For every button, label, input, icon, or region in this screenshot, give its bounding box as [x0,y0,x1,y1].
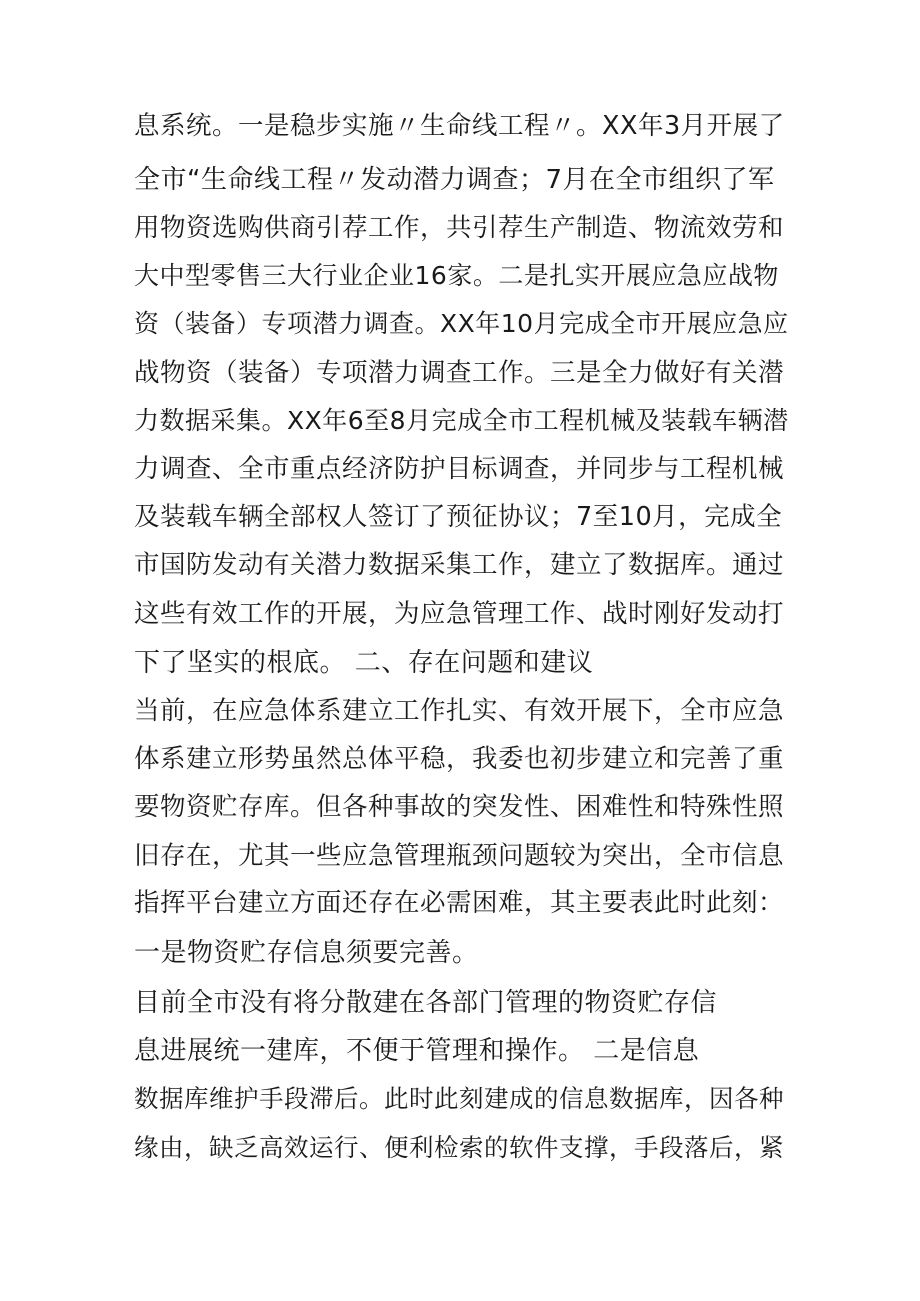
text-line: 旧存在，尤其一些应急管理瓶颈问题较为突出，全市信息 [134,841,785,871]
text-line: 资（装备）专项潜力调查。XX年10月完成全市开展应急应 [134,309,789,338]
text-line: 市国防发动有关潜力数据采集工作，建立了数据库。通过 [134,550,785,580]
text-line: 战物资（装备）专项潜力调查工作。三是全力做好有关潜 [134,358,785,388]
text-line: 大中型零售三大行业企业16家。二是扎实开展应急应战物 [134,261,779,290]
text-line: 息系统。一是稳步实施〃生命线工程〃。XX年3月开展了 [134,111,785,141]
text-line: 全市“生命线工程〃发动潜力调查；7月在全市组织了军 [134,165,775,195]
text-line: 用物资选购供商引荐工作，共引荐生产制造、物流效劳和 [134,213,785,243]
text-line: 缘由，缺乏高效运行、便利检索的软件支撑，手段落后，紧 [134,1133,784,1162]
text-line: 数据库维护手段滞后。此时此刻建成的信息数据库，因各种 [134,1084,784,1113]
text-line: 息进展统一建库，不便于管理和操作。 二是信息 [134,1036,700,1066]
text-line: 体系建立形势虽然总体平稳，我委也初步建立和完善了重 [134,744,785,774]
text-line: 要物资贮存库。但各种事故的突发性、困难性和特殊性照 [134,792,785,822]
text-line: 及装载车辆全部权人签订了预征协议；7至10月，完成全 [134,502,783,532]
text-line: 这些有效工作的开展，为应急管理工作、战时刚好发动打 [134,599,785,629]
text-line: 一是物资贮存信息须要完善。 [134,938,479,968]
text-line: 下了坚实的根底。 二、存在问题和建议 [134,648,594,678]
text-line: 力调查、全市重点经济防护目标调查，并同步与工程机械 [134,454,785,484]
text-line: 当前，在应急体系建立工作扎实、有效开展下，全市应急 [134,696,785,726]
text-line: 目前全市没有将分散建在各部门管理的物资贮存信 [134,988,718,1018]
text-line: 力数据采集。XX年6至8月完成全市工程机械及装载车辆潜 [134,406,789,435]
text-line: 指挥平台建立方面还存在必需困难，其主要表此时此刻： [134,888,785,918]
